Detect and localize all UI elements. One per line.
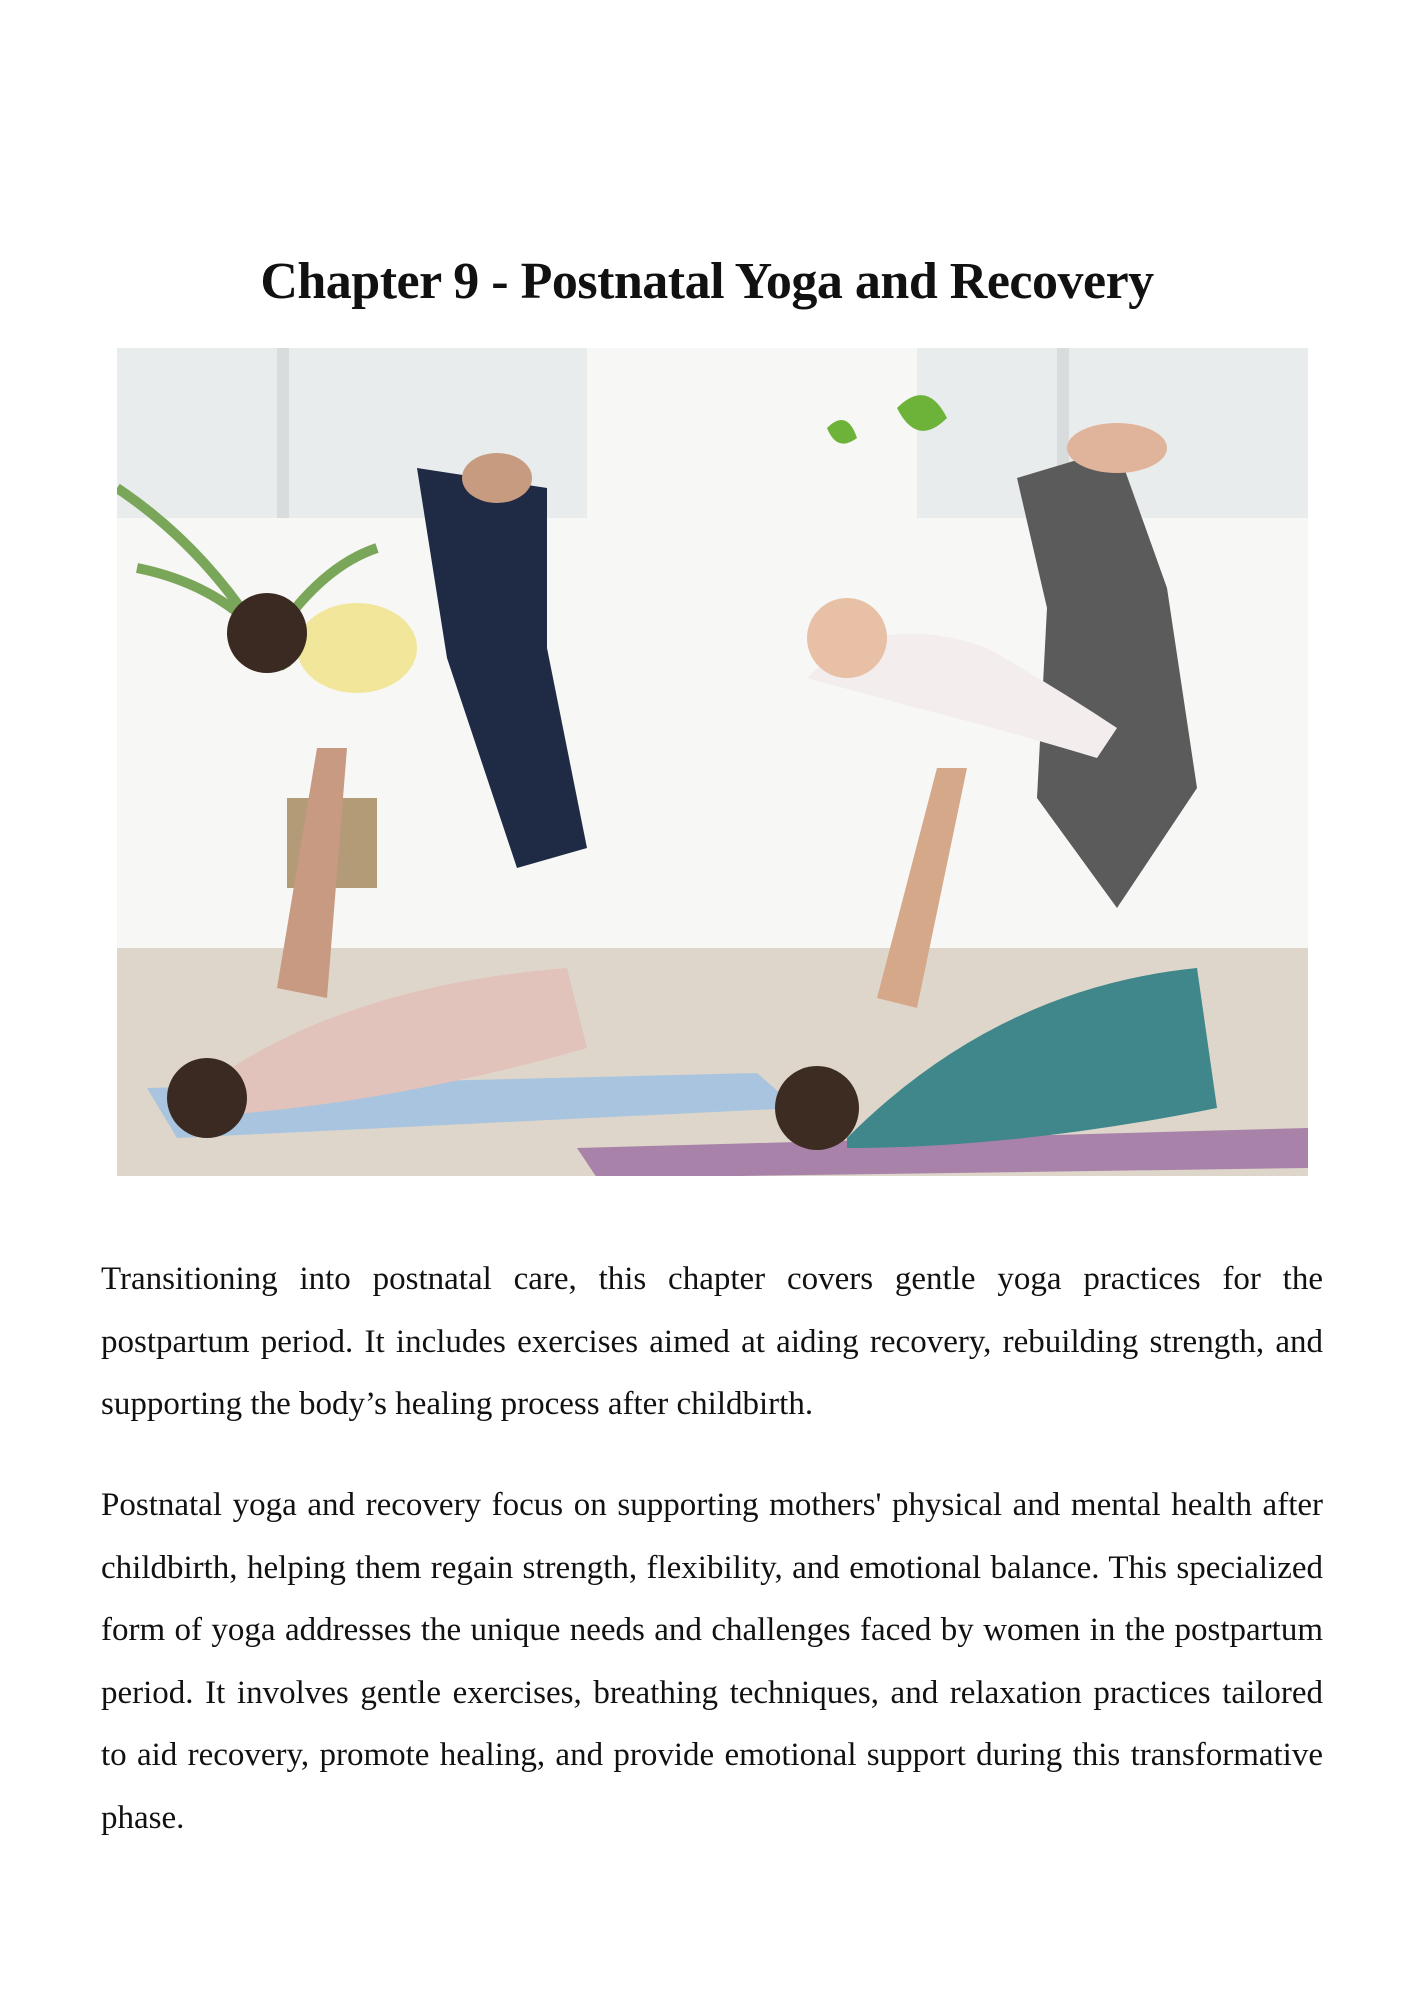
body-paragraph: Postnatal yoga and recovery focus on supporting mothers' physical and mental health after childbirth, helping them regain strength, flexibility, and emotional balance. This specialized form of yoga addresses the unique needs and challenges faced by women in the postpartum period. It involves gentle exercises, breathing techniques, and relaxation practices tailored to aid recovery, promote healing, and provide emotional support during this transformative phase. [101, 1487, 1323, 1836]
photo-postnatal-yoga-mothers-with-babies [117, 348, 1308, 1176]
chapter-title: Chapter 9 - Postnatal Yoga and Recovery [260, 253, 1154, 310]
intro-paragraph: Transitioning into postnatal care, this chapter covers gentle yoga practices for the postpartum period. It includes exercises aimed at aiding recovery, rebuilding strength, and supporting the body’s healing process after childbirth. [101, 1261, 1323, 1422]
